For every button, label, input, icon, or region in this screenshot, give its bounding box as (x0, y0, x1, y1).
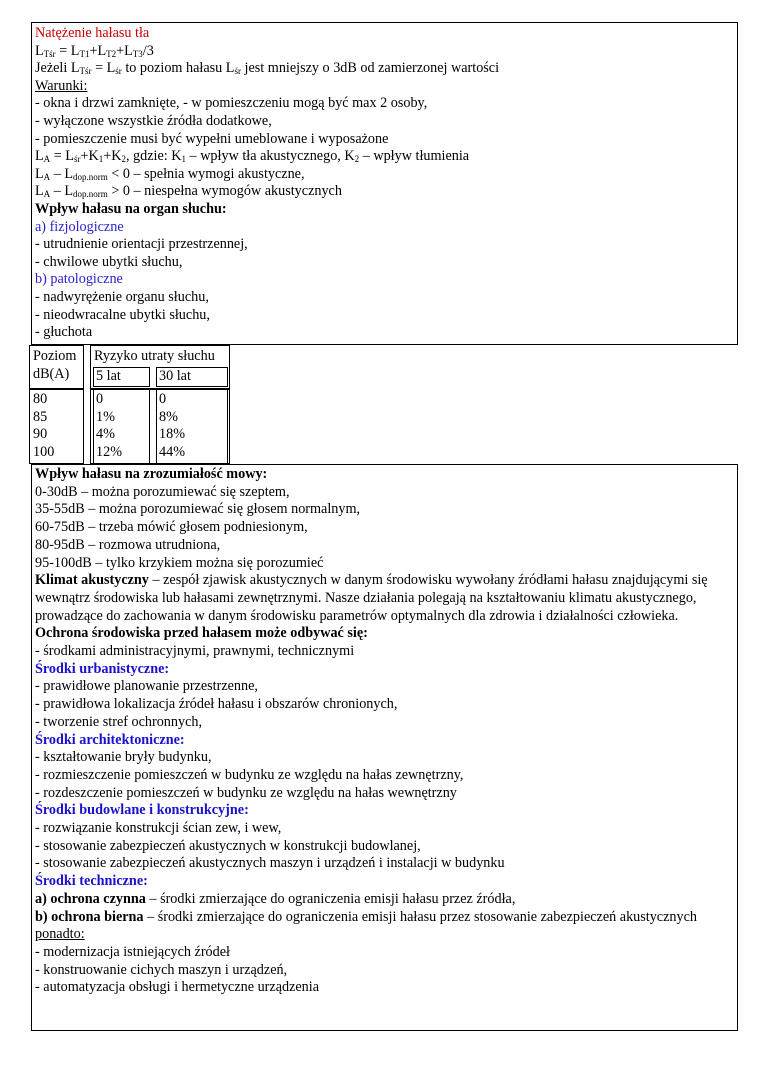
climate-definition: Klimat akustyczny – zespół zjawisk akustycznych w danym środowisku wywołany źródłami hałasu znajdującymi się wewnątrz środowiska lub hałasami zewnętrznymi. Nasze działania polegają na kształtowaniu klimatu akustycznego, prowadzące do zachowania w danym środowisku parametrów optymalnych dla zdrowia i działalności człowieka. (35, 572, 708, 624)
list-item: - prawidłowe planowanie przestrzenne, (35, 678, 258, 695)
construction-heading: Środki budowlane i konstrukcyjne: (35, 802, 249, 819)
table-cell: 85 (33, 408, 48, 425)
architectural-heading: Środki architektoniczne: (35, 731, 185, 748)
formula-average: $L_{Tśr} = L_{T1}+L_{T2}+L_{T3}/3$ (35, 42, 154, 59)
list-item: - utrudnienie orientacji przestrzennej, (35, 236, 248, 253)
table-cell: 1% (96, 408, 115, 425)
list-item: - wyłączone wszystkie źródła dodatkowe, (35, 112, 272, 129)
table-cell: 18% (159, 426, 186, 443)
list-item: - rozwiązanie konstrukcji ścian zew, i wew, (35, 820, 282, 837)
list-item: - rozmieszczenie pomieszczeń w budynku ze względu na hałas zewnętrzny, (35, 766, 464, 783)
hearing-heading: Wpływ hałasu na organ słuchu: (35, 200, 227, 217)
list-item: 0-30dB – można porozumiewać się szeptem, (35, 483, 290, 500)
table-cell: 90 (33, 426, 48, 443)
background-noise-section (31, 22, 738, 345)
list-item: 60-75dB – trzeba mówić głosem podniesionym, (35, 519, 308, 536)
list-item: - nieodwracalne ubytki słuchu, (35, 306, 210, 323)
risk-5-cell (93, 389, 150, 464)
list-item: - automatyzacja obsługi i hermetyczne urządzenia (35, 979, 320, 996)
list-item: 80-95dB – rozmowa utrudniona, (35, 536, 221, 553)
list-item: - nadwyrężenie organu słuchu, (35, 288, 209, 305)
list-item: - stosowanie zabezpieczeń akustycznych maszyn i urządzeń i instalacji w budynku (35, 855, 505, 872)
table-cell: 4% (96, 426, 115, 443)
risk-values-cell (90, 389, 230, 464)
speech-heading: Wpływ hałasu na zrozumiałość mowy: (35, 466, 268, 482)
table-cell: 80 (33, 391, 48, 407)
level-header-line1: Poziom (33, 348, 77, 364)
conditions-heading: Warunki: (35, 77, 88, 94)
list-item: - modernizacja istniejących źródeł (35, 943, 230, 960)
table-cell: 8% (159, 408, 178, 425)
level-header-cell (29, 345, 84, 389)
col-5-header-cell (93, 367, 150, 387)
table-cell: 12% (96, 443, 123, 460)
physiological-label: a) fizjologiczne (35, 218, 124, 235)
list-item: - pomieszczenie musi być wypełni umeblowane i wyposażone (35, 130, 389, 147)
passive-protection: b) ochrona bierna – środki zmierzające do ograniczenia emisji hałasu przez stosowanie zabezpieczeń akustycznych (35, 908, 697, 925)
table-cell: 0 (96, 391, 104, 407)
protection-heading: Ochrona środowiska przed hałasem może odbywać się: (35, 625, 368, 642)
formula-compliant: $L_A - L_{dop.norm} < 0$ – spełnia wymogi akustyczne, (35, 165, 305, 182)
list-item: 35-55dB – można porozumiewać się głosem normalnym, (35, 501, 361, 518)
table-cell: 0 (159, 391, 167, 407)
list-item: - prawidłowa lokalizacja źródeł hałasu i obszarów chronionych, (35, 696, 398, 713)
col-30-header: 30 lat (159, 368, 191, 384)
risk-header: Ryzyko utraty słuchu (94, 348, 215, 364)
list-item: - głuchota (35, 324, 93, 341)
list-item: - tworzenie stref ochronnych, (35, 713, 203, 730)
urban-heading: Środki urbanistyczne: (35, 660, 170, 677)
list-item: - stosowanie zabezpieczeń akustycznych w konstrukcji budowlanej, (35, 837, 421, 854)
section-title: Natężenie hałasu tła (35, 25, 150, 41)
formula-la: $L_A = L_{śr}+K_1+K_2$, gdzie: $K_1$ – wpływ tła akustycznego, $K_2$ – wpływ tłumienia (35, 148, 470, 165)
table-cell: 44% (159, 443, 186, 460)
technical-heading: Środki techniczne: (35, 873, 148, 890)
speech-and-protection-section (31, 464, 738, 1031)
active-protection: a) ochrona czynna – środki zmierzające do ograniczenia emisji hałasu przez źródła, (35, 890, 516, 907)
levels-cell (29, 389, 84, 464)
pathological-label: b) patologiczne (35, 271, 123, 288)
moreover-heading: ponadto: (35, 926, 85, 943)
formula-condition: Jeżeli $L_{Tśr} = L_{śr}$ to poziom hałasu $L_{śr}$ jest mniejszy o 3dB od zamierzonej wartości (35, 60, 500, 77)
list-item: - kształtowanie bryły budynku, (35, 749, 212, 766)
list-item: - środkami administracyjnymi, prawnymi, technicznymi (35, 643, 355, 660)
list-item: - chwilowe ubytki słuchu, (35, 253, 183, 270)
level-header-line2: dB(A) (33, 366, 70, 382)
list-item: - okna i drzwi zamknięte, - w pomieszczeniu mogą być max 2 osoby, (35, 95, 428, 112)
col-5-header: 5 lat (96, 368, 121, 384)
list-item: - konstruowanie cichych maszyn i urządzeń, (35, 961, 288, 978)
risk-header-cell (90, 345, 230, 389)
table-cell: 100 (33, 443, 55, 460)
formula-noncompliant: $L_A - L_{dop.norm} > 0$ – niespełna wymogów akustycznych (35, 183, 342, 200)
hearing-risk-table (29, 345, 234, 465)
list-item: - rozdeszczenie pomieszczeń w budynku ze względu na hałas wewnętrzny (35, 784, 457, 801)
col-30-header-cell (156, 367, 228, 387)
risk-30-cell (156, 389, 228, 464)
list-item: 95-100dB – tylko krzykiem można się porozumieć (35, 554, 324, 571)
